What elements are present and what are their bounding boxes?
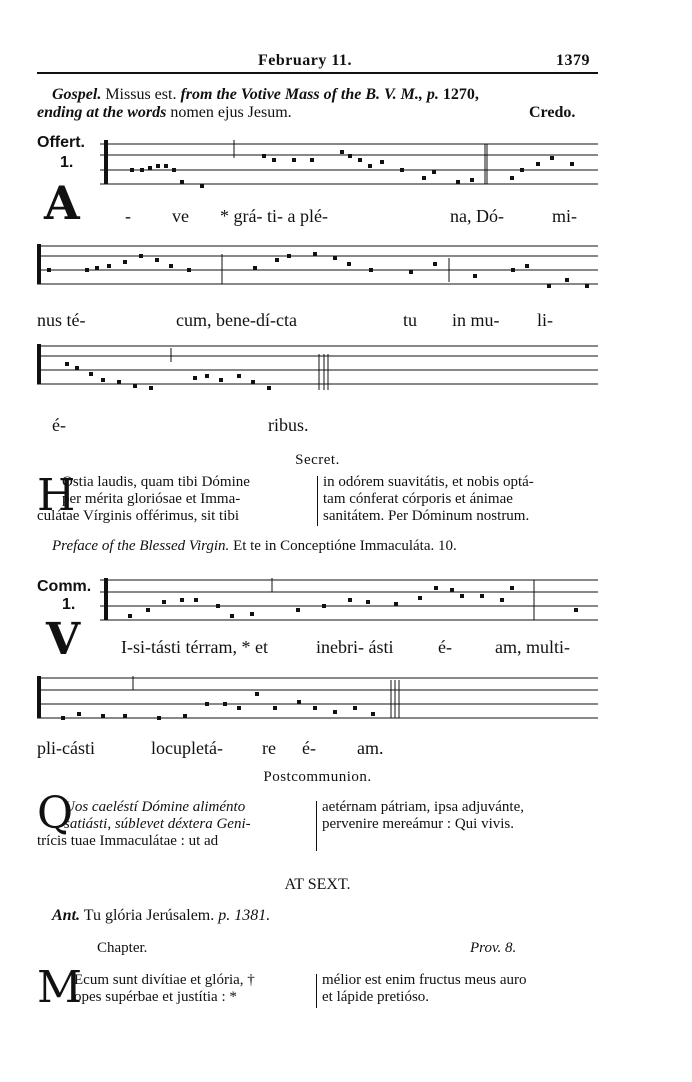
antiphon-page: p. 1381. (218, 907, 271, 924)
offertory-lyric-2b: cum, bene-dí-cta (176, 310, 297, 330)
at-sext-antiphon (52, 907, 270, 925)
secret-left-2: per mérita gloriósae et Imma- (62, 491, 241, 507)
postcommunion-left-1: Uos caeléstí Dómine aliménto (64, 799, 246, 815)
secret-right-1: in odórem suavitátis, et nobis optá- (323, 474, 534, 490)
gospel-line-2 (37, 104, 292, 122)
communion-lyric-1c: é- (438, 637, 452, 657)
preface-text: Et te in Conceptióne Immaculáta. 10. (233, 538, 457, 554)
at-sext-title: AT SEXT. (284, 876, 351, 893)
gospel-incipit: Missus est. (105, 86, 177, 103)
postcommunion-left-2: satiásti, súblevet déxtera Geni- (64, 816, 251, 832)
antiphon-label: Ant. (52, 907, 81, 924)
offertory-staff-2 (37, 244, 600, 304)
offertory-lyric-1b: ve (172, 206, 189, 226)
communion-mode: 1. (62, 596, 76, 613)
chapter-right-1: mélior est enim fructus meus auro (322, 972, 527, 988)
offertory-lyric-2e: li- (537, 310, 553, 330)
chapter-right-2: et lápide pretióso. (322, 989, 430, 1005)
postcommunion-right-1: aetérnam pátriam, ipsa adjuvánte, (322, 799, 524, 815)
communion-lyric-1a: I-si-tásti térram, * et (121, 637, 268, 657)
offertory-lyric-3a: é- (52, 415, 66, 435)
chapter-initial: M (37, 962, 83, 1013)
secret-right-3: sanitátem. Per Dóminum nostrum. (323, 508, 530, 524)
antiphon-text: Tu glória Jerúsalem. (83, 907, 215, 924)
offertory-lyric-2d: in mu- (452, 310, 500, 330)
credo: Credo. (529, 104, 576, 121)
secret-right-2: tam cónferat córporis et ánimae (323, 491, 513, 507)
offertory-staff-3 (37, 344, 600, 404)
communion-lyric-2d: é- (302, 738, 316, 758)
prov-reference: Prov. 8. (470, 940, 517, 956)
offertory-staff-1 (100, 140, 600, 200)
secret-initial: H (37, 470, 76, 521)
communion-lyric-2e: am. (357, 738, 384, 758)
preface-line (52, 538, 457, 555)
postcommunion-initial: Q (37, 788, 74, 839)
chapter-left-2: opes supérbae et justítia : * (74, 989, 237, 1005)
communion-lyric-2b: locupletá- (151, 738, 223, 758)
chapter-label: Chapter. (97, 940, 148, 956)
secret-left-3: culátae Vírginis offérimus, sit tibi (37, 508, 240, 524)
secret-column-divider (317, 476, 318, 526)
postcommunion-left-3: trícis tuae Immaculátae : ut ad (37, 833, 219, 849)
communion-label: Comm. (37, 578, 92, 595)
communion-initial: V (46, 614, 81, 665)
communion-staff-1 (100, 578, 600, 638)
offertory-mode: 1. (60, 154, 74, 171)
offertory-lyric-1a: - (125, 206, 131, 226)
running-header-title: February 11. (258, 52, 352, 69)
offertory-lyric-2a: nus té- (37, 310, 86, 330)
preface-label: Preface of the Blessed Virgin. (52, 538, 230, 554)
communion-lyric-2a: pli-cásti (37, 738, 95, 758)
gospel-label: Gospel. (52, 86, 102, 103)
header-rule (37, 72, 598, 74)
offertory-lyric-1d: na, Dó- (450, 206, 504, 226)
gospel-ending-label: ending at the words (37, 104, 167, 121)
communion-staff-2 (37, 676, 600, 736)
gospel-line-1 (52, 86, 479, 104)
secret-title: Secret. (295, 452, 340, 468)
postcommunion-right-2: pervenire mereámur : Qui vivis. (322, 816, 515, 832)
page-number: 1379 (556, 52, 590, 69)
gospel-ending: nomen ejus Jesum. (170, 104, 292, 121)
offertory-initial: A (44, 176, 80, 230)
offertory-lyric-1e: mi- (552, 206, 577, 226)
communion-lyric-1b: inebri- ásti (316, 637, 394, 657)
communion-lyric-2c: re (262, 738, 276, 758)
secret-left-1: Ostia laudis, quam tibi Dómine (62, 474, 250, 490)
communion-lyric-1d: am, multi- (495, 637, 570, 657)
gospel-source: from the Votive Mass of the B. V. M., p. (180, 86, 439, 103)
offertory-lyric-1c: * grá- ti- a plé- (220, 206, 328, 226)
postcommunion-title: Postcommunion. (263, 769, 372, 785)
gospel-page: 1270, (442, 86, 479, 103)
offertory-label: Offert. (37, 134, 85, 151)
offertory-lyric-3b: ribus. (268, 415, 309, 435)
postcommunion-column-divider (316, 801, 317, 851)
chapter-column-divider (316, 974, 317, 1008)
chapter-left-1: Ecum sunt divítiae et glória, † (74, 972, 255, 988)
offertory-lyric-2c: tu (403, 310, 418, 330)
